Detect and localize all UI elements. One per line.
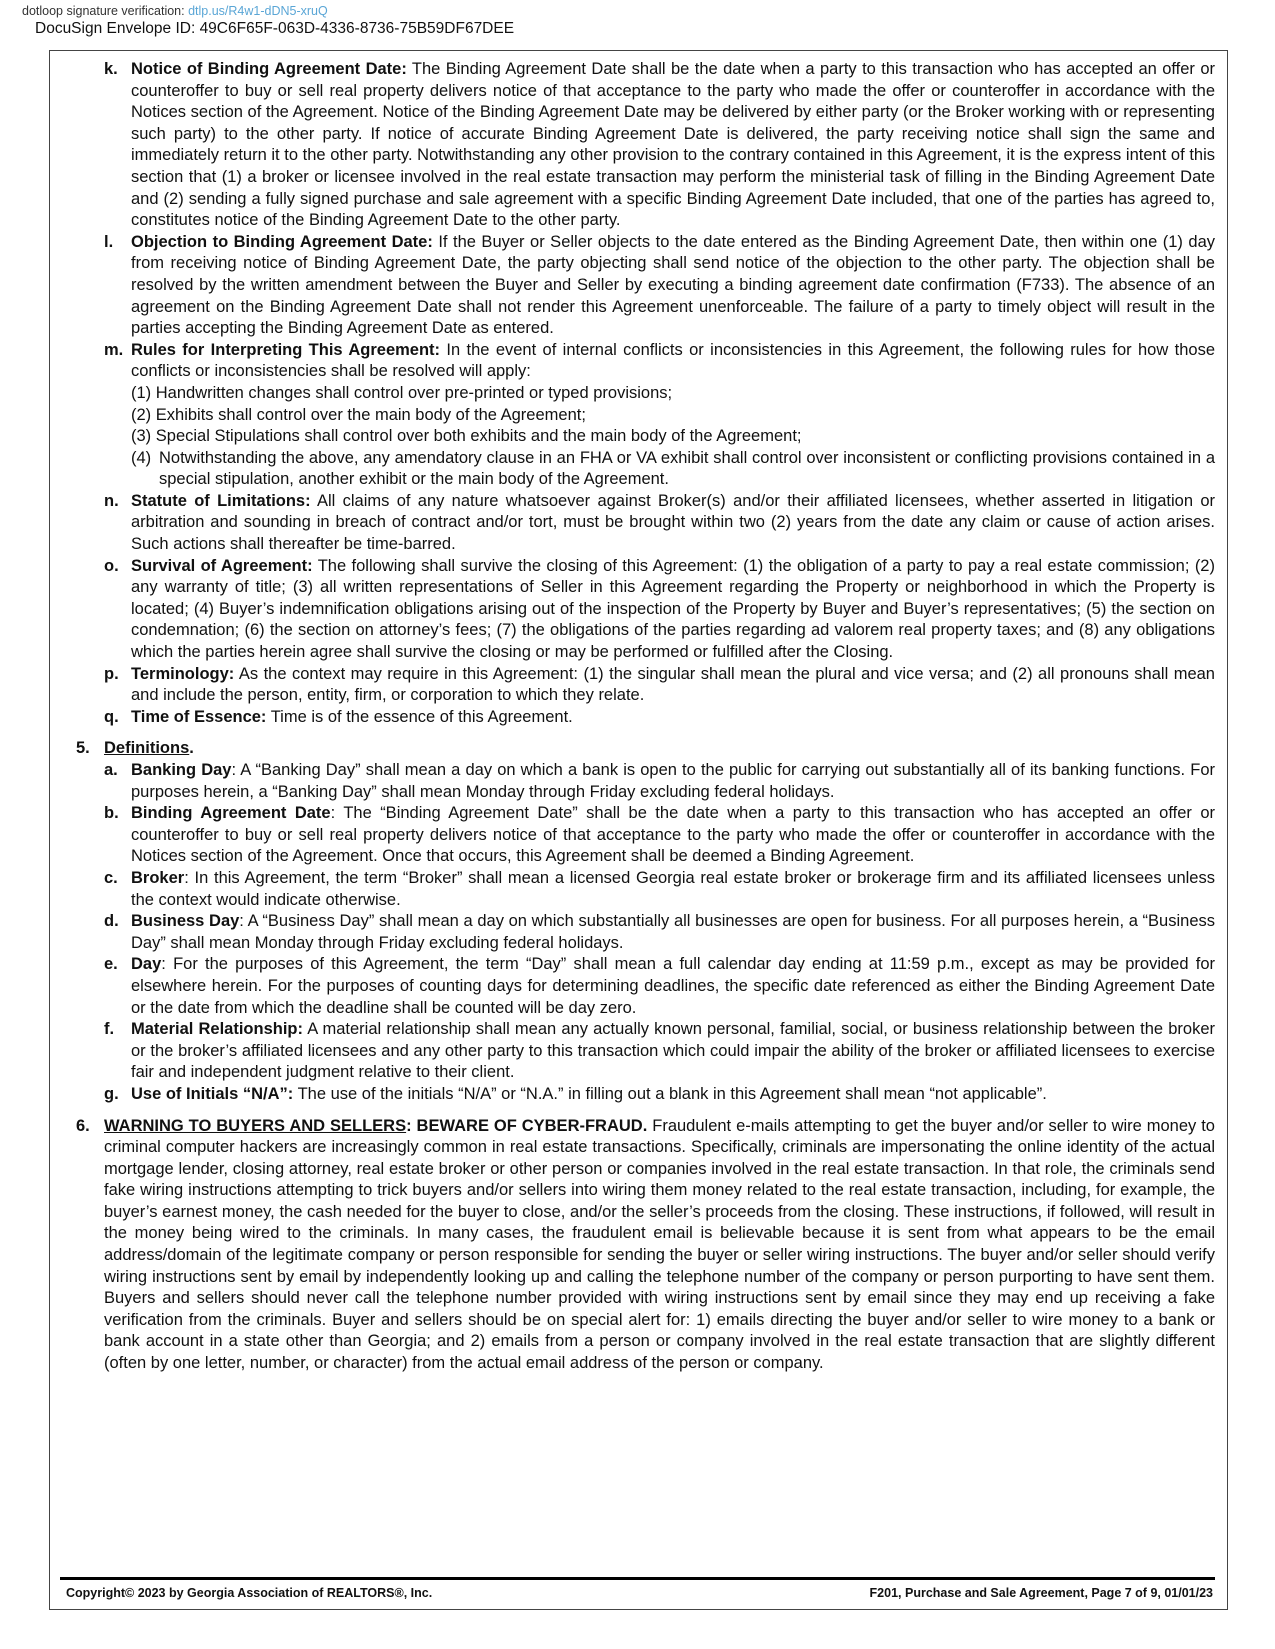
clause-title: Statute of Limitations: (131, 491, 311, 510)
clause-m (72, 340, 1215, 491)
clause-text: All claims of any nature whatsoever against Broker(s) and/or their affiliated licensees, whether asserted in litigation or arbitration and sounding in breach of contract and/or tort, must be brought within two (2) years from the date any claim or cause of action arises. Such actions shall thereafter be time-barred. (131, 491, 1215, 554)
clause-n (72, 491, 1215, 556)
clause-label: c. (104, 868, 118, 887)
definition-text: The use of the initials “N/A” or “N.A.” in filling out a blank in this Agreement shall mean “not applicable”. (293, 1084, 1047, 1103)
rule-number: (4) (131, 448, 152, 467)
section-title: WARNING TO BUYERS AND SELLERS (104, 1116, 407, 1135)
definition-term: Use of Initials “N/A”: (131, 1084, 294, 1103)
rule-text: Special Stipulations shall control over both exhibits and the main body of the Agreement; (155, 427, 802, 446)
page-footer (60, 1577, 1215, 1600)
rule-item (131, 383, 1215, 405)
definition-term: Day (131, 955, 162, 974)
definition-b (72, 803, 1215, 868)
clause-label: b. (104, 804, 119, 823)
clause-p (72, 664, 1215, 707)
section-title-suffix: : BEWARE OF CYBER-FRAUD. (406, 1116, 648, 1135)
clause-label: k. (104, 60, 118, 78)
copyright: Copyright© 2023 by Georgia Association of REALTORS®, Inc. (66, 1586, 433, 1600)
rule-item (131, 426, 1215, 448)
clause-label: q. (104, 707, 119, 726)
definition-text: : The “Binding Agreement Date” shall be the date when a party to this transaction who has accepted an offer or counteroffer to buy or sell real property delivers notice of that acceptance to the party who made the offer or counteroffer in accordance with the Notices section of the Agreement. Once that occurs, this Agreement shall be deemed a Binding Agreement. (131, 804, 1215, 866)
clause-title: Objection to Binding Agreement Date: (131, 232, 433, 251)
clause-label: e. (104, 955, 118, 974)
clause-text: As the context may require in this Agreement: (1) the singular shall mean the plural and vice versa; and (2) all pronouns shall mean and include the person, entity, firm, or corporation to which they relate. (131, 664, 1215, 705)
definition-text: : A “Business Day” shall mean a day on which substantially all businesses are open for business. For all purposes herein, a “Business Day” shall mean Monday through Friday excluding federal holidays. (131, 912, 1215, 952)
rule-text: Exhibits shall control over the main body of the Agreement; (155, 405, 586, 424)
rule-number: (2) (131, 405, 152, 424)
clause-q (72, 707, 1215, 729)
section-title: Definitions (104, 739, 190, 758)
clause-label: o. (104, 556, 119, 575)
rule-item (131, 448, 1215, 491)
definition-c (72, 868, 1215, 911)
definition-text: A material relationship shall mean any actually known personal, familial, social, or business relationship between the broker or the broker’s affiliated licensees and any other party to this transaction which could impair the ability of the broker or affiliated licensees to exercise fair and independent judgment relative to their client. (131, 1020, 1215, 1082)
rule-text: Handwritten changes shall control over pre-printed or typed provisions; (155, 383, 673, 402)
clause-text: In the event of internal conflicts or inconsistencies in this Agreement, the following rules for how those conflicts or inconsistencies shall be resolved will apply: (131, 340, 1215, 381)
clause-label: l. (104, 232, 114, 251)
clause-text: If the Buyer or Seller objects to the date entered as the Binding Agreement Date, then within one (1) day from receiving notice of Binding Agreement Date, the party objecting shall send notice of the objection to the other party. The objection shall be resolved by the written amendment between the Buyer and Seller by executing a binding agreement date confirmation (F733). The absence of an agreement on the Binding Agreement Date shall not render this Agreement unenforceable. The failure of a party to timely object will result in the parties accepting the Binding Agreement Date as entered. (131, 232, 1216, 338)
clause-k (72, 59, 1215, 232)
rule-item (131, 405, 1215, 427)
section-title-suffix: . (189, 739, 194, 758)
rule-text: Notwithstanding the above, any amendatory clause in an FHA or VA exhibit shall control over inconsistent or conflicting provisions contained in a special stipulation, another exhibit or the main body of the Agreement. (159, 448, 1215, 489)
definition-text: : A “Banking Day” shall mean a day on which a bank is open to the public for carrying out substantially all of its banking functions. For purposes herein, a “Banking Day” shall mean Monday through Friday excluding federal holidays. (131, 761, 1215, 801)
signature-verification (22, 4, 328, 18)
definition-a (72, 760, 1215, 803)
clause-label: m. (104, 340, 124, 359)
clause-title: Survival of Agreement: (131, 556, 313, 575)
clause-label: g. (104, 1084, 119, 1103)
definition-d (72, 911, 1215, 954)
rule-number: (1) (131, 383, 152, 402)
section-text: Fraudulent e-mails attempting to get the buyer and/or seller to wire money to criminal computer hackers are increasingly common in real estate transactions. Specifically, criminals are impersonating the online identity of the actual mortgage lender, closing attorney, real estate broker or other person or companies involved in the real estate transaction. In that role, the criminals send fake wiring instructions attempting to trick buyers and/or sellers into wiring them money related to the real estate transaction, including, for example, the buyer’s earnest money, the cash needed for the buyer to close, and/or the seller’s proceeds from the closing. These instructions, if followed, will result in the money being wired to the criminals. In many cases, the fraudulent email is believable because it is sent from what appears to be the email address/domain of the legitimate company or person responsible for sending the buyer or seller wiring instructions. The buyer and/or seller should verify wiring instructions sent by email by independently looking up and calling the telephone number of the company or person purporting to have sent them. Buyers and sellers should never call the telephone number provided with wiring instructions sent by email since they may end up receiving a fake verification from the criminals. Buyer and sellers should be on special alert for: 1) emails directing the buyer and/or seller to wire money to a bank or bank account in a state other than Georgia; and 2) emails from a person or company involved in the real estate transaction that are slightly different (often by one letter, number, or character) from the actual email address of the person or company. (104, 1116, 1215, 1373)
definition-term: Banking Day (131, 761, 232, 779)
envelope-id: DocuSign Envelope ID: 49C6F65F-063D-4336-8736-75B59DF67DEE (35, 20, 515, 37)
rule-number: (3) (131, 427, 152, 446)
section-number: 5. (76, 739, 90, 758)
definition-f (72, 1019, 1215, 1084)
definition-term: Broker (131, 868, 185, 887)
clause-l (72, 232, 1215, 340)
clause-o (72, 556, 1215, 664)
clause-text: Time is of the essence of this Agreement. (266, 707, 573, 726)
document-body (72, 59, 1215, 1375)
definition-g (72, 1084, 1215, 1106)
clause-label: a. (104, 761, 118, 779)
clause-title: Terminology: (131, 664, 235, 683)
section-cyber-fraud-warning (72, 1116, 1215, 1375)
clause-title: Time of Essence: (131, 707, 267, 726)
clause-title: Notice of Binding Agreement Date: (131, 60, 407, 78)
definition-text: : In this Agreement, the term “Broker” shall mean a licensed Georgia real estate broker or brokerage firm and its affiliated licensees unless the context would indicate otherwise. (131, 868, 1215, 909)
definition-term: Business Day (131, 912, 240, 931)
definition-e (72, 954, 1215, 1019)
verification-label: dotloop signature verification: (22, 4, 185, 18)
definition-term: Binding Agreement Date (131, 804, 331, 823)
clause-label: d. (104, 912, 119, 931)
clause-label: p. (104, 664, 119, 683)
verification-link[interactable]: dtlp.us/R4w1-dDN5-xruQ (188, 4, 328, 18)
clause-text: The Binding Agreement Date shall be the date when a party to this transaction who has accepted an offer or counteroffer to buy or sell real property delivers notice of that acceptance to the party who made the offer or counteroffer in accordance with the Notices section of the Agreement. Notice of the Binding Agreement Date may be delivered by either party (or the Broker working with or representing such party) to the other party. If notice of accurate Binding Agreement Date is delivered, the party receiving notice shall sign the same and immediately return it to the other party. Notwithstanding any other provision to the contrary contained in this Agreement, it is the express intent of this section that (1) a broker or licensee involved in the real estate transaction may perform the ministerial task of filling in the Binding Agreement Date and (2) sending a fully signed purchase and sale agreement with a specific Binding Agreement Date included, that one of the parties has agreed to, constitutes notice of the Binding Agreement Date to the other party. (131, 60, 1215, 230)
definition-text: : For the purposes of this Agreement, the term “Day” shall mean a full calendar day ending at 11:59 p.m., except as may be provided for elsewhere herein. For the purposes of counting days for determining deadlines, the specific date referenced as either the Binding Agreement Date or the date from which the deadline shall be counted will be day zero. (131, 955, 1215, 1017)
definition-term: Material Relationship: (131, 1020, 304, 1039)
section-definitions (72, 738, 1215, 760)
form-info: F201, Purchase and Sale Agreement, Page 7 of 9, 01/01/23 (869, 1586, 1213, 1600)
clause-text: The following shall survive the closing of this Agreement: (1) the obligation of a party to pay a real estate commission; (2) any warranty of title; (3) all written representations of Seller in this Agreement regarding the Property or neighborhood in which the Property is located; (4) Buyer’s indemnification obligations arising out of the inspection of the Property by Buyer and Buyer’s representatives; (5) the section on condemnation; (6) the section on attorney’s fees; (7) the obligations of the parties regarding ad valorem real property taxes; and (8) any obligations which the parties herein agree shall survive the closing or may be performed or fulfilled after the Closing. (131, 556, 1215, 662)
clause-label: n. (104, 491, 119, 510)
section-number: 6. (76, 1116, 90, 1135)
clause-label: f. (104, 1020, 115, 1039)
clause-title: Rules for Interpreting This Agreement: (131, 340, 441, 359)
